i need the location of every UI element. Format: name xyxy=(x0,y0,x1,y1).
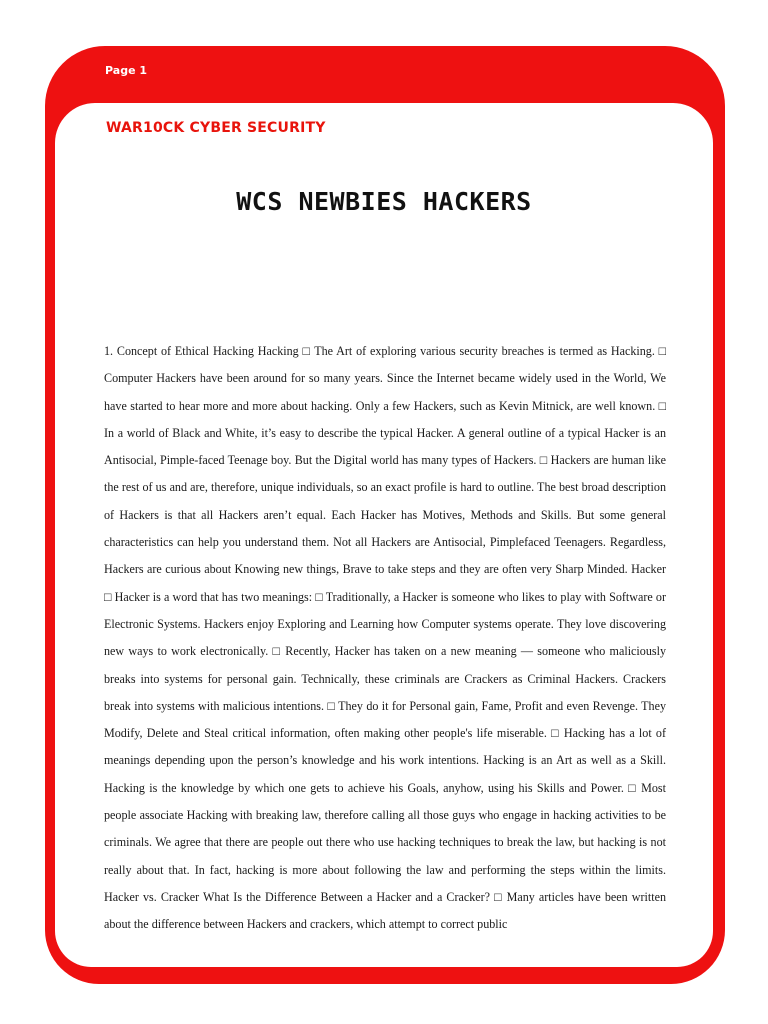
brand-heading: WAR10CK CYBER SECURITY xyxy=(106,120,326,136)
body-paragraph: 1. Concept of Ethical Hacking Hacking □ The Art of exploring various security breaches is termed as Hacking. □ Computer Hackers have been around for so many years. Since the Internet became widely used in the World, We have started to hear more and more about hacking. Only a few Hackers, such as Kevin Mitnick, are well known. □ In a world of Black and White, it’s easy to describe the typical Hacker. A general outline of a typical Hacker is an Antisocial, Pimple-faced Teenage boy. But the Digital world has many types of Hackers. □ Hackers are human like the rest of us and are, therefore, unique individuals, so an exact profile is hard to outline. The best broad description of Hackers is that all Hackers aren’t equal. Each Hacker has Motives, Methods and Skills. But some general characteristics can help you understand them. Not all Hackers are Antisocial, Pimplefaced Teenagers. Regardless, Hackers are curious about Knowing new things, Brave to take steps and they are often very Sharp Minded. Hacker □ Hacker is a word that has two meanings: □ Traditionally, a Hacker is someone who likes to play with Software or Electronic Systems. Hackers enjoy Exploring and Learning how Computer systems operate. They love discovering new ways to work electronically. □ Recently, Hacker has taken on a new meaning — someone who maliciously breaks into systems for personal gain. Technically, these criminals are Crackers as Criminal Hackers. Crackers break into systems with malicious intentions. □ They do it for Personal gain, Fame, Profit and even Revenge. They Modify, Delete and Steal critical information, often making other people's life miserable. □ Hacking has a lot of meanings depending upon the person’s knowledge and his work intentions. Hacking is an Art as well as a Skill. Hacking is the knowledge by which one gets to achieve his Goals, anyhow, using his Skills and Power. □ Most people associate Hacking with breaking law, therefore calling all those guys who engage in hacking activities to be criminals. We agree that there are people out there who use hacking techniques to break the law, but hacking is not really about that. In fact, hacking is more about following the law and performing the steps within the limits. Hacker vs. Cracker What Is the Difference Between a Hacker and a Cracker? □ Many articles have been written about the difference between Hackers and crackers, which attempt to correct public xyxy=(104,344,666,932)
document-title: WCS NEWBIES HACKERS xyxy=(236,187,532,216)
page-number-label: Page 1 xyxy=(105,64,148,77)
page-frame xyxy=(45,46,725,984)
document-sheet xyxy=(55,103,713,967)
